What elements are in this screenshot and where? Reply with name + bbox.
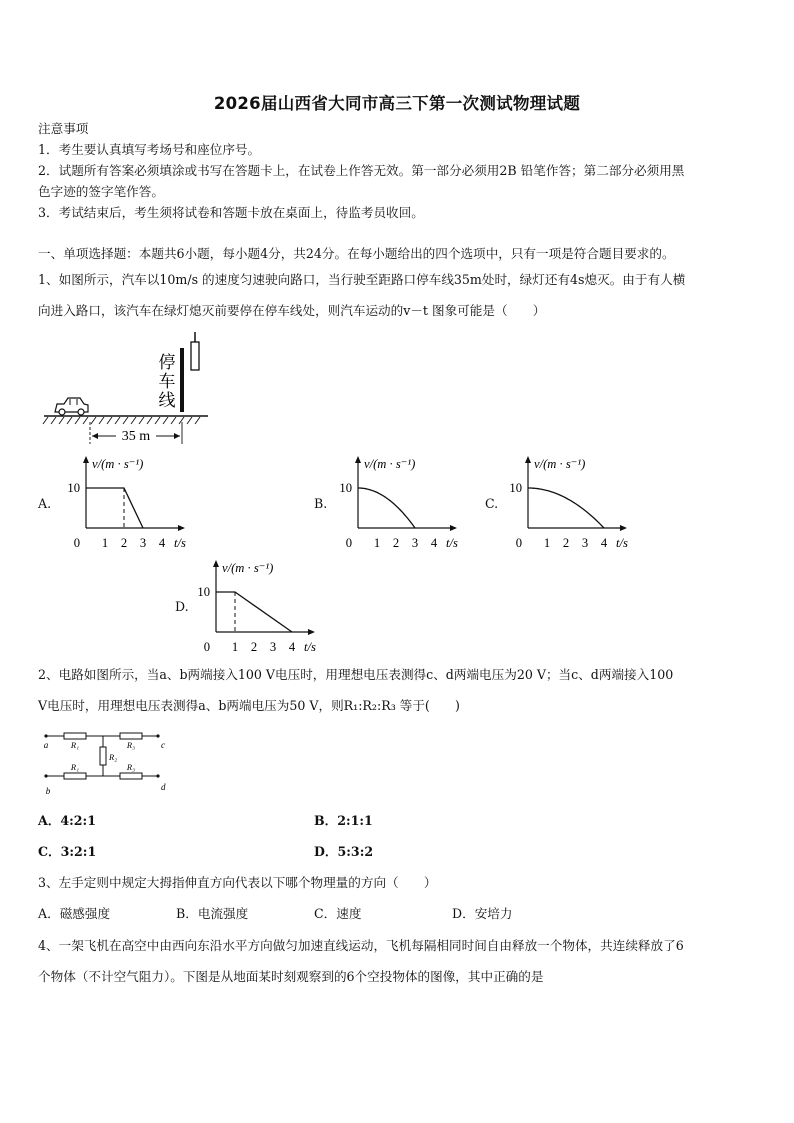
q3-option-d: D．安培力: [452, 906, 513, 921]
resistor-label: R₃: [126, 740, 136, 750]
q1-stem-line2: 向进入路口，该汽车在绿灯熄灭前要停在停车线处，则汽车运动的v－t 图象可能是（ ）: [38, 303, 546, 318]
sign-char: 车: [158, 372, 176, 391]
x-tick-label: 3: [411, 536, 419, 550]
q2-circuit-figure: [40, 726, 180, 798]
vt-chart-b: [336, 452, 476, 552]
y-axis-label: v/(m · s⁻¹): [534, 457, 586, 471]
x-tick-label: 0: [73, 536, 80, 550]
x-tick-label: 1: [543, 536, 551, 550]
y-tick-label: 10: [67, 481, 80, 495]
x-tick-label: 2: [120, 536, 128, 550]
stop-line-post: [180, 348, 184, 412]
x-tick-label: 3: [581, 536, 589, 550]
x-tick-label: 4: [600, 536, 608, 550]
resistor-label: R₂: [109, 752, 118, 762]
x-tick-label: 2: [562, 536, 570, 550]
resistor-label: R₃: [126, 762, 136, 772]
q1-stem-line1: 1、如图所示，汽车以10m/s 的速度匀速驶向路口，当行驶至距路口停车线35m处时，绿灯还有4s熄灭。由于有人横: [38, 272, 686, 287]
q1-scene-figure: [40, 328, 230, 446]
page-title: 2026届山西省大同市高三下第一次测试物理试题: [213, 94, 581, 113]
x-tick-label: 2: [250, 640, 258, 654]
notice-item: 1．考生要认真填写考场号和座位序号。: [38, 142, 261, 157]
y-axis-label: v/(m · s⁻¹): [92, 457, 144, 471]
notice-item: 3．考试结束后，考生须将试卷和答题卡放在桌面上，待监考员收回。: [38, 205, 424, 220]
q3-stem: 3、左手定则中规定大拇指伸直方向代表以下哪个物理量的方向（ ）: [38, 875, 437, 890]
resistor-label: R₁: [70, 762, 80, 772]
x-tick-label: 4: [430, 536, 438, 550]
vt-chart-c: [506, 452, 646, 552]
option-c-label: C.: [485, 496, 499, 511]
x-tick-label: 1: [373, 536, 381, 550]
q3-option-c: C．速度: [314, 906, 362, 921]
notice-item: 2．试题所有答案必须填涂或书写在答题卡上，在试卷上作答无效。第一部分必须用2B 铅笔作答；第二部分必须用黑: [38, 163, 685, 178]
option-a-label: A.: [38, 496, 52, 511]
x-tick-label: 4: [288, 640, 296, 654]
distance-label: 35 m: [121, 429, 151, 444]
q4-stem-line2: 个物体（不计空气阻力）。下图是从地面某时刻观察到的6个空投物体的图像，其中正确的是: [38, 969, 544, 984]
y-axis-label: v/(m · s⁻¹): [364, 457, 416, 471]
x-tick-label: 3: [139, 536, 147, 550]
x-axis-label: t/s: [304, 640, 316, 654]
vt-curve: [216, 592, 292, 632]
vt-curve: [86, 488, 143, 528]
y-tick-label: 10: [197, 585, 210, 599]
vt-curve: [528, 488, 604, 528]
q2-option-d: D．5:3:2: [314, 844, 374, 859]
q2-stem-line2: V电压时，用理想电压表测得a、b两端电压为50 V，则R₁:R₂:R₃ 等于( ): [38, 698, 460, 713]
x-axis-label: t/s: [174, 536, 186, 550]
option-b-label: B.: [314, 496, 328, 511]
x-tick-label: 3: [269, 640, 277, 654]
sign-char: 线: [158, 391, 176, 410]
x-tick-label: 1: [101, 536, 109, 550]
notice-item: 色字迹的签字笔作答。: [38, 184, 164, 199]
x-tick-label: 0: [345, 536, 352, 550]
x-tick-label: 0: [515, 536, 522, 550]
q2-option-c: C．3:2:1: [38, 844, 97, 859]
y-tick-label: 10: [509, 481, 522, 495]
x-tick-label: 2: [392, 536, 400, 550]
traffic-light-icon: [191, 342, 199, 370]
vt-chart-a: [64, 452, 204, 552]
vt-curve: [358, 488, 415, 528]
q4-stem-line1: 4、一架飞机在高空中由西向东沿水平方向做匀加速直线运动，飞机每隔相同时间自由释放一个物体，共连续释放了6: [38, 938, 684, 953]
q2-option-b: B．2:1:1: [314, 813, 373, 828]
x-tick-label: 0: [203, 640, 210, 654]
q3-option-a: A．磁感强度: [38, 906, 111, 921]
q2-stem-line1: 2、电路如图所示，当a、b两端接入100 V电压时，用理想电压表测得c、d两端电压为20 V；当c、d两端接入100: [38, 667, 674, 682]
ground-hatch: [43, 417, 200, 424]
section-heading: 一、单项选择题：本题共6小题，每小题4分，共24分。在每小题给出的四个选项中，只有一项是符合题目要求的。: [38, 246, 675, 261]
terminal-b-label: b: [45, 786, 51, 796]
y-tick-label: 10: [339, 481, 352, 495]
q3-option-b: B．电流强度: [176, 906, 249, 921]
resistor-label: R₁: [70, 740, 80, 750]
car-icon: [55, 398, 88, 415]
x-axis-label: t/s: [616, 536, 628, 550]
vt-chart-d: [194, 556, 334, 656]
sign-char: 停: [158, 353, 176, 372]
terminal-c-label: c: [161, 740, 165, 750]
x-tick-label: 4: [158, 536, 166, 550]
terminal-d-label: d: [161, 782, 166, 792]
x-axis-label: t/s: [446, 536, 458, 550]
option-d-label: D.: [175, 599, 189, 614]
notice-heading: 注意事项: [38, 121, 89, 136]
q2-option-a: A．4:2:1: [38, 813, 96, 828]
x-tick-label: 1: [231, 640, 239, 654]
terminal-a-label: a: [43, 740, 49, 750]
y-axis-label: v/(m · s⁻¹): [222, 561, 274, 575]
